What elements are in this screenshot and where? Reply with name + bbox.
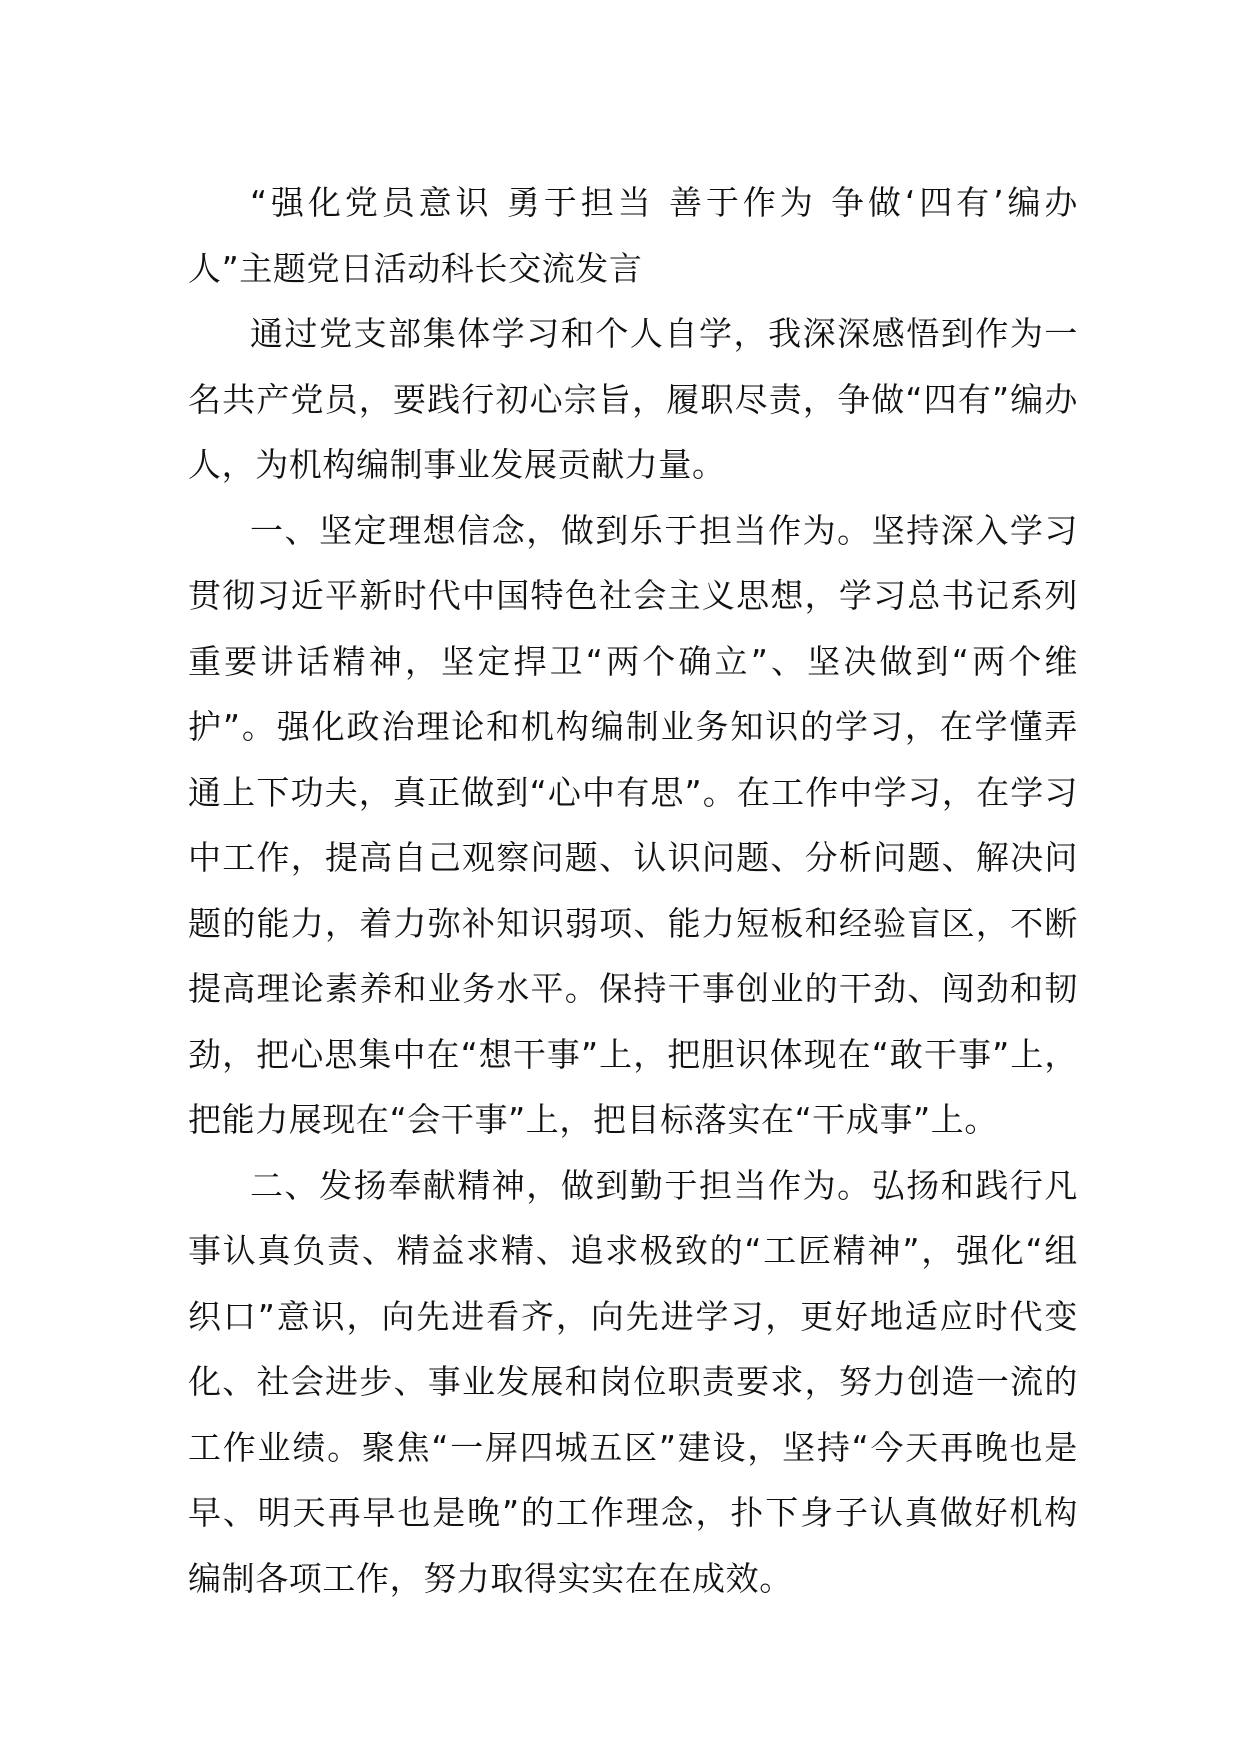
paragraph-section-one: 一、坚定理想信念，做到乐于担当作为。坚持深入学习贯彻习近平新时代中国特色社会主义思想，学习总书记系列重要讲话精神，坚定捍卫“两个确立”、坚决做到“两个维护”。强化政治理论和机构编制业务知识的学习，在学懂弄通上下功夫，真正做到“心中有思”。在工作中学习，在学习中工作，提高自己观察问题、认识问题、分析问题、解决问题的能力，着力弥补知识弱项、能力短板和经验盲区，不断提高理论素养和业务水平。保持干事创业的干劲、闯劲和韧劲，把心思集中在“想干事”上，把胆识体现在“敢干事”上，把能力展现在“会干事”上，把目标落实在“干成事”上。 [188, 510, 1078, 1139]
paragraph-section-two: 二、发扬奉献精神，做到勤于担当作为。弘扬和践行凡事认真负责、精益求精、追求极致的“工匠精神”，强化“组织口”意识，向先进看齐，向先进学习，更好地适应时代变化、社会进步、事业发展和岗位职责要求，努力创造一流的工作业绩。聚焦“一屏四城五区”建设，坚持“今天再晚也是早、明天再早也是晚”的工作理念，扑下身子认真做好机构编制各项工作，努力取得实实在在成效。 [188, 1165, 1078, 1598]
document-title: “强化党员意识 勇于担当 善于作为 争做‘四有’编办人”主题党日活动科长交流发言 [188, 183, 1078, 288]
document-body [188, 170, 1078, 1611]
paragraph-intro: 通过党支部集体学习和个人自学，我深深感悟到作为一名共产党员，要践行初心宗旨，履职尽责，争做“四有”编办人，为机构编制事业发展贡献力量。 [188, 314, 1078, 484]
